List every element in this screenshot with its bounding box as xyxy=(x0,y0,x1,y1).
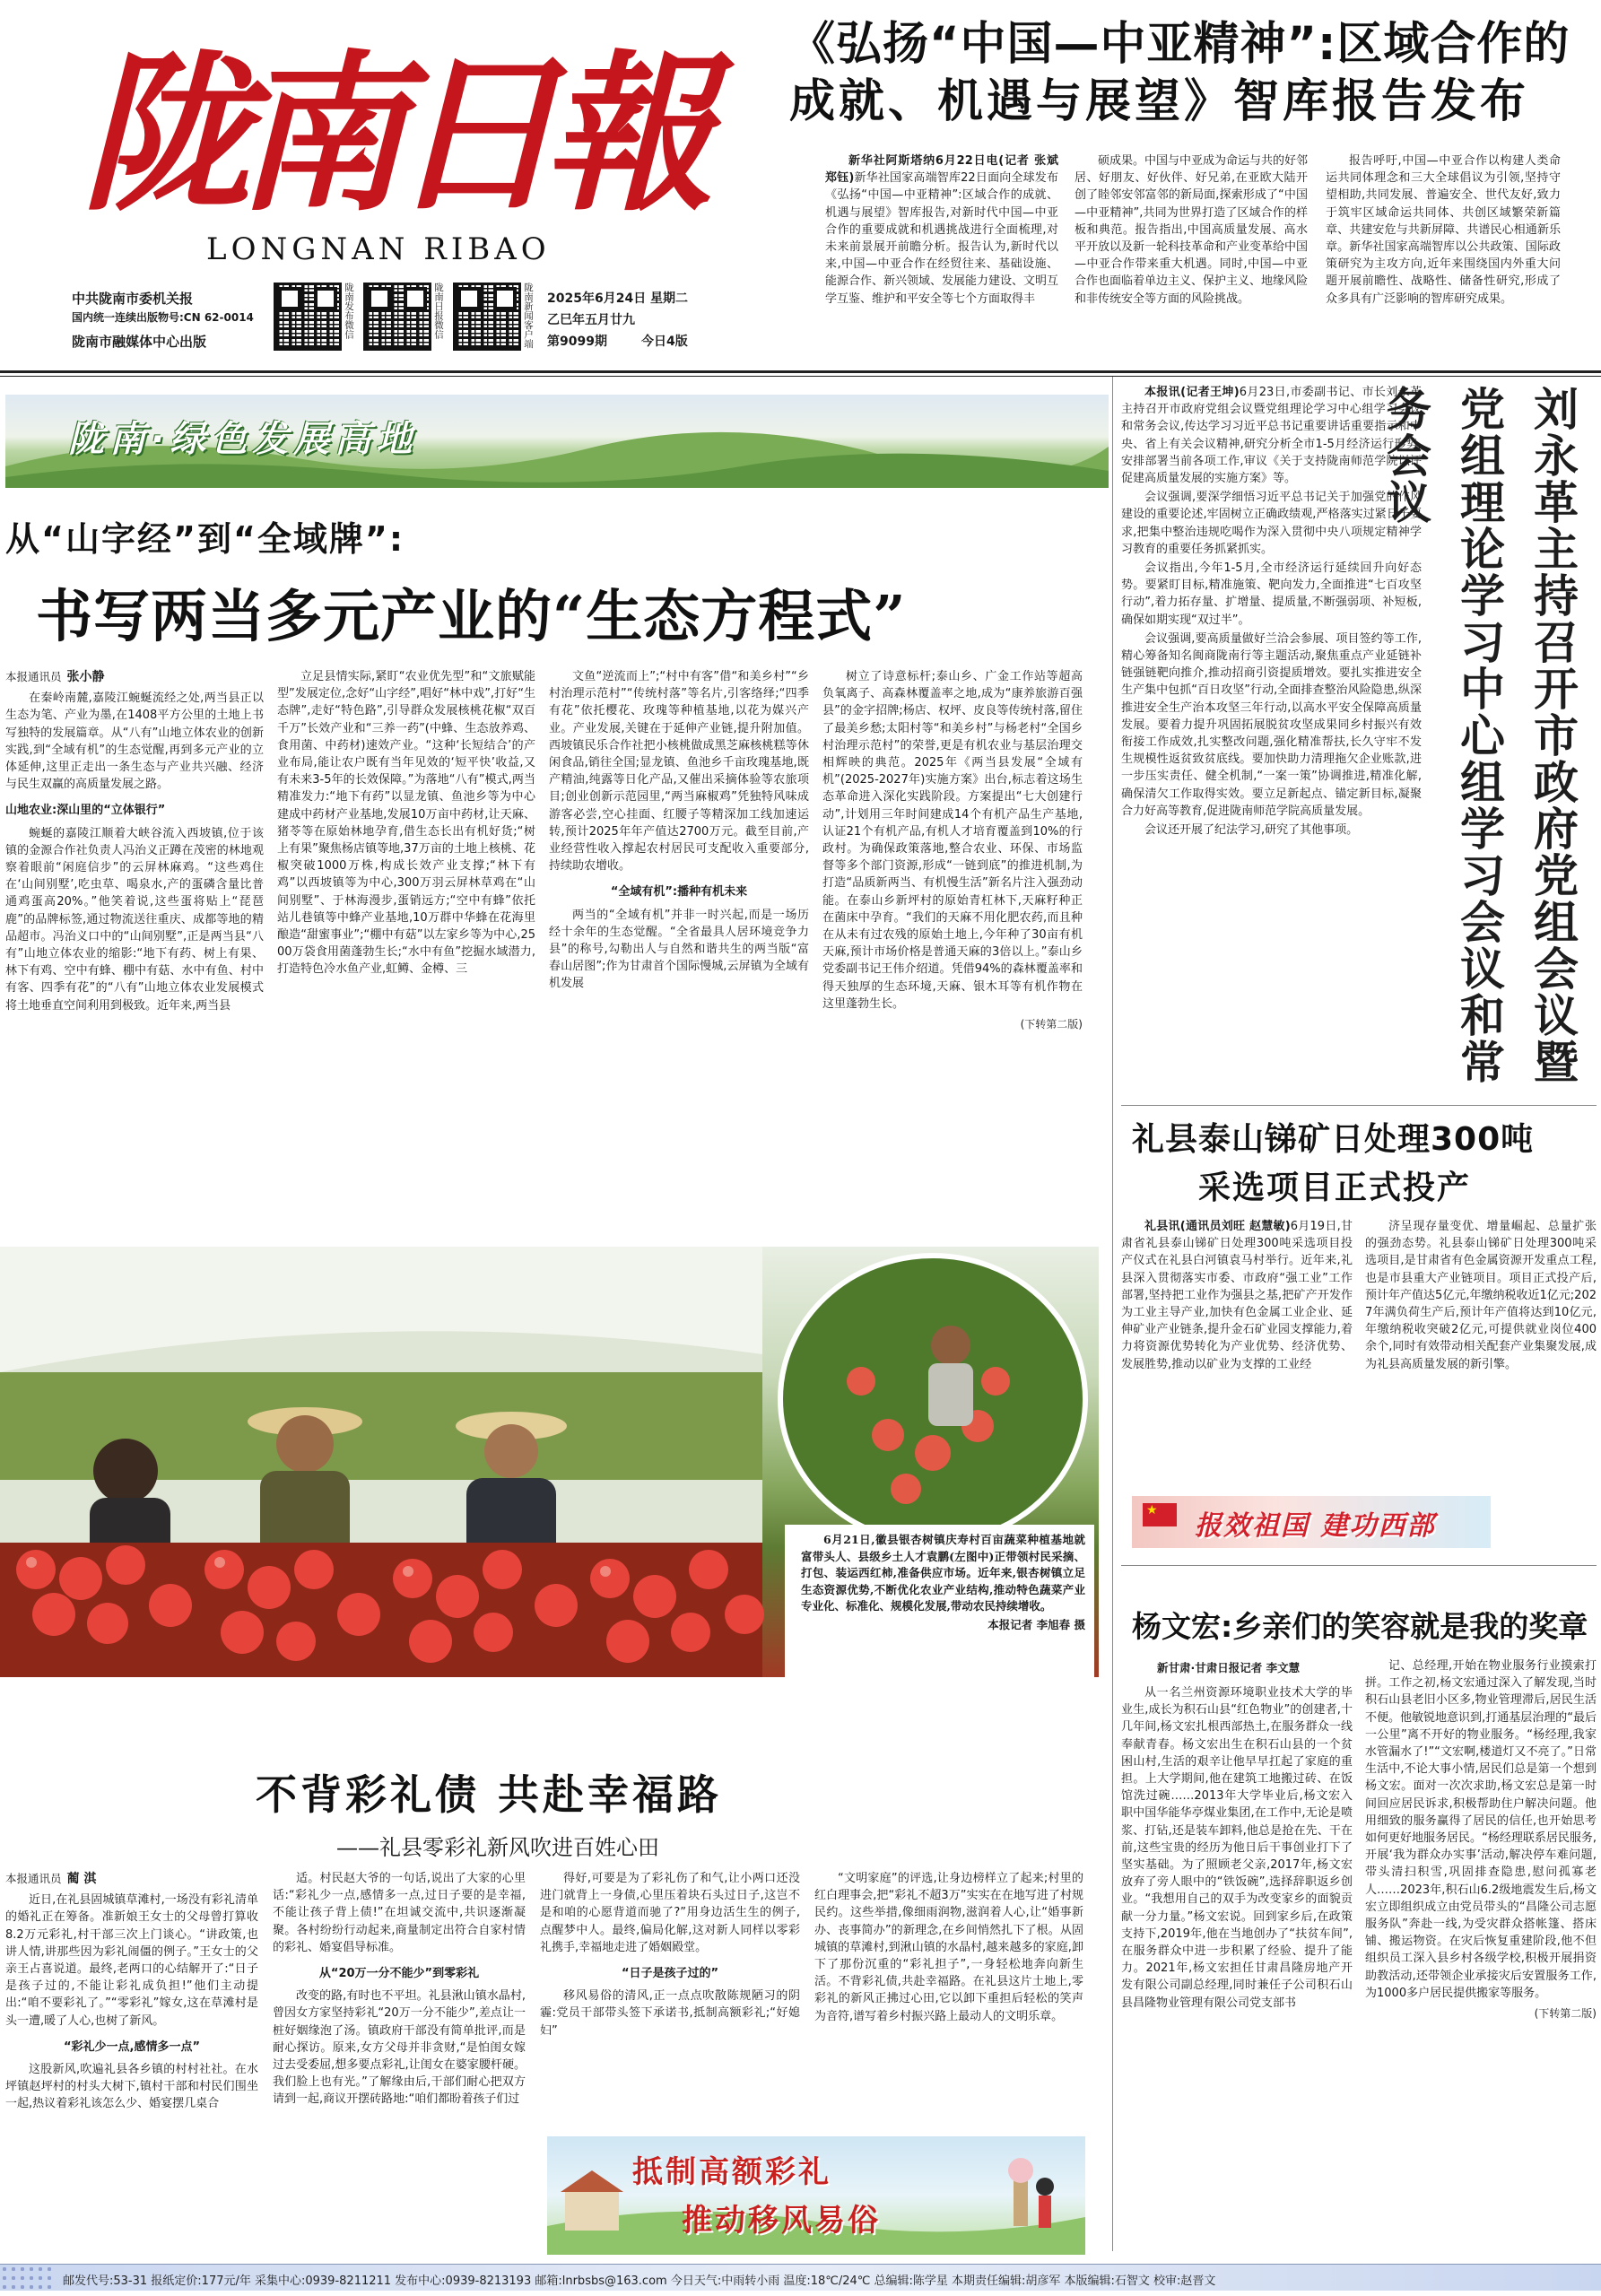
page-count: 今日4版 xyxy=(641,335,688,349)
footer-dots xyxy=(0,2265,54,2292)
issue-date: 2025年6月24日 星期二 xyxy=(547,291,689,306)
mine-col2 xyxy=(1365,1218,1597,1462)
top-story-byline: 新华社阿斯塔纳6月22日电(记者 张斌 郑钰) xyxy=(825,154,1058,186)
profile-text2: 记、总经理,开始在物业服务行业摸索打拼。工作之初,杨文宏通过深入了解发现,当时积石山县老旧小区多,物业管理滞后,居民生活不便。他敏锐地意识到,打通基层治理的“最后一公里”离不开好的物业服务。“杨经理,我家水管漏水了!”“文宏啊,楼道灯又不亮了。”日常生活中,不论大事小情,居民们总是第一个想到杨文宏。面对一次次求助,杨文宏总是第一时间回应居民诉求,积极帮助住户解决问题。他用细致的服务赢得了居民的信任,也开始思考如何更好地服务居民。“杨经理联系居民服务,开展‘我为群众办实事’活动,解决停车难问题,带头清扫积雪,巩固排查隐患,慰问孤寡老人……2023年,积石山6.2级地震发生后,杨文宏立即组织成立由党员带头的“昌隆公司志愿服务队”奔赴一线,为受灾群众搭帐篷、搭床铺、搬运物资。在灾后恢复重建阶段,他不但组织员工深入县乡村各级学校,积极开展捐资助教活动,还带领企业承接灾后安置服务工作,为1000多户居民提供搬家等服务。 xyxy=(1365,1659,1597,2000)
top-story-text2: 硕成果。中国与中亚成为命运与共的好邻居、好朋友、好伙伴、好兄弟,在亚欧大陆开创了睦邻安邻富邻的新局面,探索形成了“中国—中亚精神”,共同为世界打造了区域合作的样板和典范。报告指出,中国高质量发展、高水平开放以及新一轮科技革命和产业变革给中国—中亚合作带来重大机遇。同时,中国—中亚合作也面临着单边主义、保护主义、地缘风险和非传统安全等方面的风险挑战。 xyxy=(1075,154,1309,306)
lead-subhead1: 山地农业:深山里的“立体银行” xyxy=(5,804,166,818)
mine-text2: 济呈现存量变优、增量崛起、总量扩张的强劲态势。礼县泰山锑矿日处理300吨采选项目,是甘肃省有色金属资源开发重点工程,也是市县重大产业链项目。项目正式投产后,预计年产值达5亿元,年缴纳税收近1亿元;2027年满负荷生产后,预计年产值将达到10亿元,年缴纳税收突破2亿元,可提供就业岗位400余个,同时有效带动相关配套产业集聚发展,成为礼县高质量发展的新引擎。 xyxy=(1365,1220,1597,1371)
anti-dowry-ad xyxy=(547,2136,1085,2255)
lead-headline: 书写两当多元产业的“生态方程式” xyxy=(36,583,907,649)
top-story-col1 xyxy=(825,152,1058,359)
profile-byline: 新甘肃·甘肃日报记者 李文慧 xyxy=(1157,1661,1301,1674)
profile-continued: (下转第二版) xyxy=(1534,2007,1597,2021)
top-headline-line2: 成就、机遇与展望》智库报告发布 xyxy=(789,75,1530,128)
qr-code-3 xyxy=(453,283,521,351)
lead-kicker: 从“山字经”到“全域牌”: xyxy=(5,519,405,559)
top-story-col3 xyxy=(1326,152,1561,359)
mine-text1: 6月19日,甘肃省礼县泰山锑矿日处理300吨采选项目投产仪式在礼县白河镇袁马村举行。近年来,礼县深入贯彻落实市委、市政府“强工业”工作部署,坚持把工业作为强县之基,把矿产开发作为工业主导产业,加快有色金属工业企业、延伸矿业产业链条,提升金石矿业园支撑能力,着力将资源优势转化为产业优势、经济优势、发展胜势,推动以矿业为支撑的工业经 xyxy=(1121,1220,1353,1371)
masthead-logo xyxy=(72,14,699,248)
lunar-date: 乙巳年五月廿九 xyxy=(547,313,635,327)
caili-col3 xyxy=(540,1870,800,2130)
meeting-text3: 会议指出,今年1-5月,全市经济运行延续回升向好态势。要紧盯目标,精准施策、靶向发力,全面推进“七百攻坚行动”,着力拓存量、扩增量、提质量,不断强弱项、补短板,确保如期实现“双过半”。 xyxy=(1121,561,1422,627)
lead-text3: 文鱼“逆流而上”;“村中有客”借“和美乡村”“乡村治理示范村”“传统村落”等名片,引客络绎;“四季有花”依托樱花、玫瑰等种植基地,以花为媒兴产业。产业发展,关键在于延伸产业链,提升附加值。西坡镇民乐合作社把小核桃做成黑芝麻核桃糕等休闲食品,销往全国;显龙镇、鱼池乡千亩玫瑰基地,既产精油,纯露等日化产品,又催出采摘体验等农旅项目;创业创新示范园里,“两当麻椒鸡”凭独特风味成游客必尝,空心挂面、红腰子等精深加工线加速运转,预计2025年年产值达2700万元。截至目前,产业经营性收入撑起农村居民可支配收入重要部分,持续助农增收。 xyxy=(549,670,809,874)
lead-text4: 树立了诗意标杆;泰山乡、广金工作站等超高负氧离子、高森林覆盖率之地,成为“康养旅游百强县”的金字招牌;杨店、权坪、皮良等传统村落,留住了最美乡愁;太阳村等“和美乡村”与杨老村“全国乡村治理示范村”的荣誉,更是有机农业与基层治理交相辉映的典范。2025年《两当县发展“全域有机”(2025-2027年)实施方案》出台,标志着这场生态革命进入深化实践阶段。方案提出“七大创建行动”,计划用三年时间建成14个有机产品生产基地,认证21个有机产品,有机人才培育覆盖到10%的行政村。为确保政策落地,整合农业、环保、市场监督等多个部门资源,形成“一链到底”的推进机制,为打造“品质新两当、有机慢生活”新名片注入强劲动能。在泰山乡新坪村的原始青杠林下,天麻籽种正在菌床中孕育。“我们的天麻不用化肥农药,而且种在从未有过农残的原始土地上,今年种了30亩有机天麻,预计市场价格是普通天麻的3倍以上。”泰山乡党委副书记王伟介绍道。凭借94%的森林覆盖率和得天独厚的生态环境,天麻、银木耳等有机作物在这里蓬勃生长。 xyxy=(822,670,1083,1011)
photo-credit: 本报记者 李旭春 摄 xyxy=(988,1617,1085,1631)
issn: 国内统一连续出版物号:CN 62-0014 xyxy=(72,311,254,324)
caili-subhead: ——礼县零彩礼新风吹进百姓心田 xyxy=(336,1835,659,1860)
masthead xyxy=(36,9,789,430)
meeting-text2: 会议强调,要深学细悟习近平总书记关于加强党的作风建设的重要论述,牢固树立正确政绩观,严格落实过紧日子要求,把集中整治违规吃喝作为深入贯彻中央八项规定精神学习教育的重要任务抓紧抓实。 xyxy=(1121,491,1422,556)
banner-title: 陇南·绿色发展高地 xyxy=(68,419,418,460)
lead-text3b: 两当的“全域有机”并非一时兴起,而是一场历经十余年的生态觉醒。“全省最具人居环境竞争力县”的称号,勾勒出人与自然和谐共生的两当版“富春山居图”;作为甘肃首个国际慢城,云屏镇为全域有机发展 xyxy=(549,908,809,991)
meeting-text4: 会议强调,要高质量做好兰洽会参展、项目签约等工作,精心筹备知名闽商陇南行等主题活动,聚焦重点产业延链补链强链靶向推介,推动招商引资提质增效。要扎实推进安全生产集中包抓“百日攻坚”行动,全面排查整治风险隐患,纵深推进安全生产治本攻坚三年行动,以高水平安全保障高质量发展。要着力提升巩固拓展脱贫攻坚成果同乡村振兴有效衔接工作成效,扎实整改问题,强化精准帮扶,长久守牢不发生规模性返贫致贫底线。要加快助力清理拖欠企业账款,进一步压实责任、健全机制,“一案一策”协调推进,精准化解,确保清欠工作取得实效。要立足新起点、锚定新目标,凝聚合力好高等教育,促进陇南师范学院高质量发展。 xyxy=(1121,631,1422,818)
lead-col1 xyxy=(5,668,264,1247)
lead-col2 xyxy=(277,668,535,1247)
photo-caption-box xyxy=(785,1525,1094,1677)
lead-text1b: 蜿蜒的嘉陵江顺着大峡谷流入西坡镇,位于该镇的金源合作社负责人冯治义正蹲在茂密的林地观察着眼前“闲庭信步”的云屏林麻鸡。“这些鸡住在‘山间别墅’,吃虫草、喝泉水,产的蛋磷含量比普通鸡蛋高20%。”他笑着说,这些蛋将贴上“琵琶鹿”的品牌标签,通过物流送往重庆、成都等地的精品超市。冯治义口中的“山间别墅”,正是两当县“八有”山地立体农业的缩影:“地下有药、树上有果、林下有鸡、空中有蜂、棚中有菇、水中有鱼、村中有客、四季有花”的“八有”山地立体农业发展模式将土地垂直空间利用到极致。近年来,两当县 xyxy=(5,826,264,1013)
issue-number: 第9099期 xyxy=(547,335,607,349)
top-headline-line1: 《弘扬“中国—中亚精神”:区域合作的 xyxy=(789,18,1571,71)
lead-text2: 立足县情实际,紧盯“农业优先型”和“文旅赋能型”发展定位,念好“山字经”,唱好“林中戏”,打好“生态牌”,走好“特色路”,引导群众发展核桃花椒“双百千万”长效产业和“三养一药”(中蜂、生态放养鸡、食用菌、中药材)速效产业。“这种‘长短结合’的产业布局,能让农户既有当年见效的‘短平快’收益,又有未来3-5年的长效保障。”为落地“八有”模式,两当精准发力:“地下有药”以显龙镇、鱼池乡等为中心建成中药材产业基地,发展10万亩中药材,让天麻、猪苓等在原始林地孕育,借生态长出有机好货;“树上有果”聚焦杨店镇等地,37万亩的土地上核桃、花椒突破1000万株,构成长效产业支撑;“林下有鸡”以西坡镇等为中心,300万羽云屏林草鸡在“山间别墅”、于林海漫步,蛋销远方;“空中有蜂”依托站儿巷镇等中蜂产业基地,10万群中华蜂在花海里酿造“甜蜜事业”;“棚中有菇”以左家乡等为中心,2500万袋食用菌蓬勃生长;“水中有鱼”挖掘水域潜力,打造特色冷水鱼产业,虹鳟、金樽、三 xyxy=(277,670,535,977)
caili-text2: 适。村民赵大爷的一句话,说出了大家的心里话:“彩礼少一点,感情多一点,过日子要的是幸福,不能让孩子背上债!”在坦诚交流中,共识逐渐凝聚。各村纷纷行动起来,商量制定出符合自家村情的彩礼、婚宴倡导标准。 xyxy=(273,1872,526,1954)
main-photo xyxy=(0,1247,1099,1677)
masthead-divider-thin xyxy=(0,376,1601,377)
ad-line2: 推动移风易俗 xyxy=(682,2203,881,2239)
lead-text1: 在秦岭南麓,嘉陵江蜿蜒流经之处,两当县正以生态为笔、产业为墨,在1408平方公里的土地上书写独特的发展篇章。从“八有”山地立体农业的创新实践,到“全域有机”的生态觉醒,再到多元产业的立体延伸,这里正走出一条生态与产业共兴融、经济与民生双赢的高质量发展之路。 xyxy=(5,691,264,792)
lead-byline: 本报通讯员 张小静 xyxy=(5,670,105,684)
campaign-banner xyxy=(1132,1496,1491,1548)
top-story-col2 xyxy=(1075,152,1308,359)
profile-divider xyxy=(1121,1565,1597,1566)
top-story xyxy=(789,16,1579,375)
mine-headline-line2: 采选项目正式投产 xyxy=(1198,1170,1472,1206)
meeting-text1: 6月23日,市委副书记、市长刘永革主持召开市政府党组会议暨党组理论学习中心组学习会议和常务会议,传达学习习近平总书记重要讲话重要指示和中央、省上有关会议精神,研究分析全市1-5月经济运行形势,安排部署当前各项工作,审议《关于支持陇南师范学院以评促建高质量发展的实施方案》等。 xyxy=(1121,386,1422,486)
meeting-headline: 刘永革主持召开市政府党组会议暨党组理论学习中心组学习会议和常务会议 xyxy=(1379,386,1579,1085)
meeting-text5: 会议还开展了纪法学习,研究了其他事项。 xyxy=(1144,823,1359,838)
caili-byline: 本报通讯员 蔺 淇 xyxy=(5,1872,97,1886)
ad-line1: 抵制高额彩礼 xyxy=(632,2154,831,2190)
qr-label-3: 陇南新闻客户端 xyxy=(523,283,534,349)
meeting-divider xyxy=(1121,1105,1597,1106)
caili-text1b: 这股新风,吹遍礼县各乡镇的村村社社。在水坪镇赵坪村的村头大树下,镇村干部和村民们围坐一起,热议着彩礼该怎么少、婚宴摆几桌合 xyxy=(5,2063,258,2111)
top-story-text1: 新华社国家高端智库22日面向全球发布《弘扬“中国—中亚精神”:区域合作的成就、机遇与展望》智库报告,对新时代中国—中亚合作的重要成就和机遇挑战进行全面梳理,对未来前景展开前瞻分析。报告认为,新时代以来,中国—中亚合作在经贸往来、基础设施、能源合作、新兴领域、发展能力建设、文明互学互鉴、维护和平安全等七个方面取得丰 xyxy=(825,171,1059,306)
masthead-title: 陇南日報 xyxy=(81,34,699,234)
photo-caption: 6月21日,徽县银杏树镇庆寿村百亩蔬菜种植基地就富带头人、县级乡土人才袁鹏(左图中)正带领村民采摘、打包、装运西红柿,准备供应市场。近年来,银杏树镇立足生态资源优势,不断优化农业产业结构,推动特色蔬菜产业专业化、标准化、规模化发展,带动农民持续增收。 xyxy=(801,1533,1085,1613)
caili-text3: 得好,可要是为了彩礼伤了和气,让小两口还没进门就背上一身债,心里压着块石头过日子,这岂不是和咱的心愿背道而驰了?”用身边活生生的例子,点醒梦中人。最终,偏局化解,这对新人同样以零彩礼携手,幸福地走进了婚姻殿堂。 xyxy=(540,1872,800,1954)
caili-text4: “文明家庭”的评选,让身边榜样立了起来;村里的红白理事会,把“彩礼不超3万”实实在在地写进了村规民约。这些举措,像细雨润物,滋润着人心,让“婚事新办、丧事简办”的新理念,在乡间悄然扎下了根。从固城镇的草滩村,到湫山镇的水晶村,越来越多的家庭,卸下了那份沉重的“彩礼担子”,一身轻松地奔向新生活。不背彩礼债,共赴幸福路。在礼县这片土地上,零彩礼的新风正拂过心田,它以卸下重担后轻松的笑声为音符,谱写着乡村振兴路上最动人的文明乐章。 xyxy=(814,1872,1083,2023)
profile-headline: 杨文宏:乡亲们的笑容就是我的奖章 xyxy=(1132,1609,1588,1644)
top-story-text3: 报告呼吁,中国—中亚合作以构建人类命运共同体理念和三大全球倡议为引领,坚持守望相助,共同发展、普遍安全、世代友好,致力于筑牢区域命运共同体、共创区域繁荣新篇章、共建安危与共新屏障、共谱民心相通新乐章。新华社国家高端智库以公共政策、国际政策研究为主攻方向,近年来围绕国内外重大问题开展前瞻性、战略性、储备性研究,形成了众多具有广泛影响的智库研究成果。 xyxy=(1326,154,1561,306)
lead-continued: (下转第二版) xyxy=(1020,1018,1083,1031)
green-banner xyxy=(5,395,1109,488)
mine-col1 xyxy=(1121,1218,1353,1462)
publisher: 陇南市融媒体中心出版 xyxy=(72,334,207,350)
caili-text3b: 移风易俗的清风,正一点点吹散陈规陋习的阴霾:党员干部带头签下承诺书,抵制高额彩礼;“好媳妇” xyxy=(540,1989,800,2038)
lead-col3 xyxy=(549,668,809,1247)
caili-col4 xyxy=(814,1870,1083,2130)
lead-subhead2: “全域有机”:播种有机未来 xyxy=(610,885,748,900)
masthead-english: LONGNAN RIBAO xyxy=(206,231,551,267)
caili-text1: 近日,在礼县固城镇草滩村,一场没有彩礼清单的婚礼正在筹备。准新娘王女士的父母曾打算收8.2万元彩礼,村干部三次上门谈心。“讲政策,也讲人情,讲那些因为彩礼闹僵的例子。”王女士的父亲王占喜说道。最终,老两口的心结解开了:“日子是孩子过的,不能让彩礼成负担!”他们主动提出:“咱不要彩礼了。”“零彩礼”嫁女,这在草滩村是头一遭,暖了人心,也树了新风。 xyxy=(5,1893,258,2028)
qr-label-1: 陇南发布微信 xyxy=(344,283,354,339)
footer-bar xyxy=(0,2264,1601,2291)
mine-headline-line1: 礼县泰山锑矿日处理300吨 xyxy=(1132,1121,1535,1158)
profile-text1: 从一名兰州资源环境职业技术大学的毕业生,成长为积石山县“红色物业”的创建者,十几年间,杨文宏扎根西部热土,在服务群众一线奉献青春。杨文宏出生在积石山县的一个贫困山村,生活的艰辛让他早早扛起了家庭的重担。上大学期间,他在建筑工地搬过砖、在饭馆洗过碗……2013年大学毕业后,杨文宏入职中国华能华亭煤业集团,在工作中,无论是喷浆、打钻,还是装车卸料,他总是抢在先、干在前,这些宝贵的经历为他日后干事创业打下了坚实基础。为了照顾老父亲,2017年,杨文宏放弃了旁人眼中的“铁饭碗”,选择辞职返乡创业。“我想用自己的双手为改变家乡的面貌贡献一分力量。”杨文宏说。回到家乡后,在政策支持下,2019年,他在当地创办了“扶贫车间”,在服务群众中进一步积累了经验、提升了能力。2021年,杨文宏担任甘肃昌隆房地产开发有限公司副总经理,同时兼任子公司积石山县昌隆物业管理有限公司党支部书 xyxy=(1121,1686,1353,2010)
caili-col2 xyxy=(273,1870,526,2260)
sponsor: 中共陇南市委机关报 xyxy=(72,291,194,307)
qr-code-2 xyxy=(363,283,431,351)
caili-subhead2: 从“20万一分不能少”到零彩礼 xyxy=(318,1967,480,1981)
caili-headline: 不背彩礼债 共赴幸福路 xyxy=(256,1770,723,1819)
qr-label-2: 陇南日报微信 xyxy=(433,283,444,339)
caili-subhead3: “日子是孩子过的” xyxy=(621,1967,719,1981)
caili-col1 xyxy=(5,1870,258,2260)
caili-text2b: 改变的路,有时也不平坦。礼县湫山镇水晶村,曾因女方家坚持彩礼“20万一分不能少”,差点让一桩好姻缘泡了汤。镇政府干部没有简单批评,而是耐心探访。原来,女方父母并非贪财,“是怕闺女嫁过去受委屈,想多要点彩礼,让闺女在婆家腰杆硬。我们脸上也有光。”了解缘由后,干部们耐心把双方请到一起,商议开摆砖路地:“咱们都盼着孩子们过 xyxy=(273,1989,526,2107)
qr-code-1 xyxy=(274,283,342,351)
masthead-divider xyxy=(0,370,1601,373)
meeting-byline: 本报讯(记者王坤) xyxy=(1144,386,1240,399)
campaign-text: 报效祖国 建功西部 xyxy=(1195,1510,1436,1542)
right-column-divider xyxy=(1112,377,1113,2251)
star-icon: ★ xyxy=(1146,1503,1158,1518)
lead-col4 xyxy=(822,668,1083,1247)
caili-subhead1: “彩礼少一点,感情多一点” xyxy=(63,2039,201,2054)
footer-text: 邮发代号:53-31 报纸定价:177元/年 采集中心:0939-8211211 发布中心:0939-8213193 邮箱:lnrbsbs@163.com 今日天气:中雨转小雨 温度:18℃/24℃ 总编辑:陈学星 本期责任编辑:胡彦军 本版编辑:石智文 校审:赵晋文 xyxy=(63,2274,1216,2288)
mine-byline: 礼县讯(通讯员刘旺 赵慧敏) xyxy=(1144,1220,1291,1233)
profile-col2 xyxy=(1365,1657,1597,2258)
profile-col1 xyxy=(1121,1684,1353,2258)
